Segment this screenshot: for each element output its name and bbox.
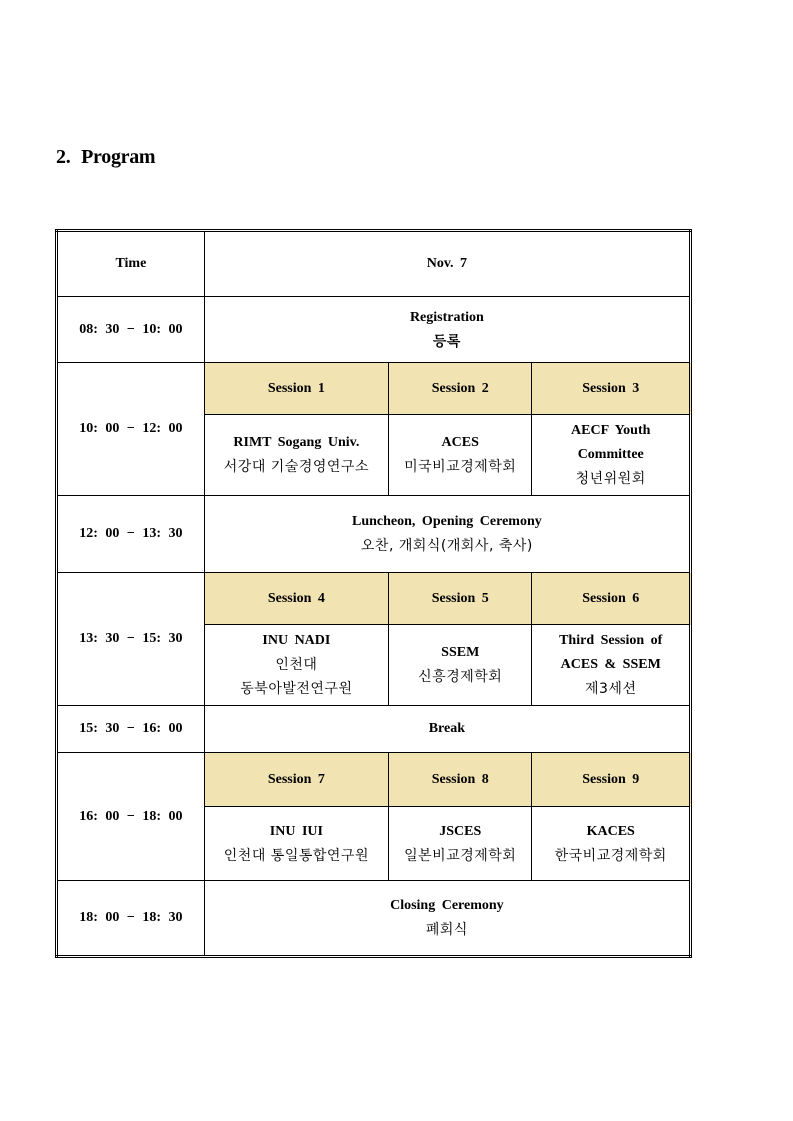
session-cell: AECF Youth Committee 청년위원회 [532, 415, 691, 496]
event-cell: Luncheon, Opening Ceremony 오찬, 개회식(개회사, 축사) [204, 496, 690, 573]
time-cell: 16: 00 − 18: 00 [57, 753, 205, 881]
session-header-row [57, 573, 691, 625]
session-cell: Third Session of ACES & SSEM 제3세션 [532, 625, 691, 706]
session-cell: RIMT Sogang Univ. 서강대 기술경영연구소 [204, 415, 388, 496]
session-label: Session 6 [532, 573, 691, 625]
section-heading [56, 146, 155, 169]
event-cell [204, 297, 690, 363]
table-row [57, 881, 691, 957]
session-label: Session 3 [532, 363, 691, 415]
section-number: 2. [56, 146, 71, 168]
session-header-row [57, 363, 691, 415]
time-cell: 13: 30 − 15: 30 [57, 573, 205, 706]
table-header-row [57, 231, 691, 297]
time-cell: 08: 30 − 10: 00 [57, 297, 205, 363]
session-cell: SSEM 신흥경제학회 [389, 625, 532, 706]
event-title-ko: 등록 [432, 333, 461, 350]
event-cell: Break [204, 706, 690, 753]
session-cell: KACES 한국비교경제학회 [532, 807, 691, 881]
time-cell: 10: 00 − 12: 00 [57, 363, 205, 496]
session-cell: INU IUI 인천대 통일통합연구원 [204, 807, 388, 881]
session-cell: INU NADI 인천대 동북아발전연구원 [204, 625, 388, 706]
time-cell: 18: 00 − 18: 30 [57, 881, 205, 957]
date-column-header: Nov. 7 [204, 231, 690, 297]
session-label: Session 8 [389, 753, 532, 807]
table-row [57, 496, 691, 573]
table-row [57, 297, 691, 363]
session-header-row [57, 753, 691, 807]
session-cell: ACES 미국비교경제학회 [389, 415, 532, 496]
session-label: Session 4 [204, 573, 388, 625]
session-label: Session 9 [532, 753, 691, 807]
table-row [57, 706, 691, 753]
event-cell: Closing Ceremony 폐회식 [204, 881, 690, 957]
event-title-en: Registration [409, 309, 484, 325]
program-table [55, 229, 692, 958]
time-cell: 15: 30 − 16: 00 [57, 706, 205, 753]
session-label: Session 5 [389, 573, 532, 625]
time-cell: 12: 00 − 13: 30 [57, 496, 205, 573]
session-label: Session 1 [204, 363, 388, 415]
session-label: Session 7 [204, 753, 388, 807]
session-cell: JSCES 일본비교경제학회 [389, 807, 532, 881]
time-column-header: Time [57, 231, 205, 297]
section-title: Program [81, 146, 156, 168]
session-label: Session 2 [389, 363, 532, 415]
